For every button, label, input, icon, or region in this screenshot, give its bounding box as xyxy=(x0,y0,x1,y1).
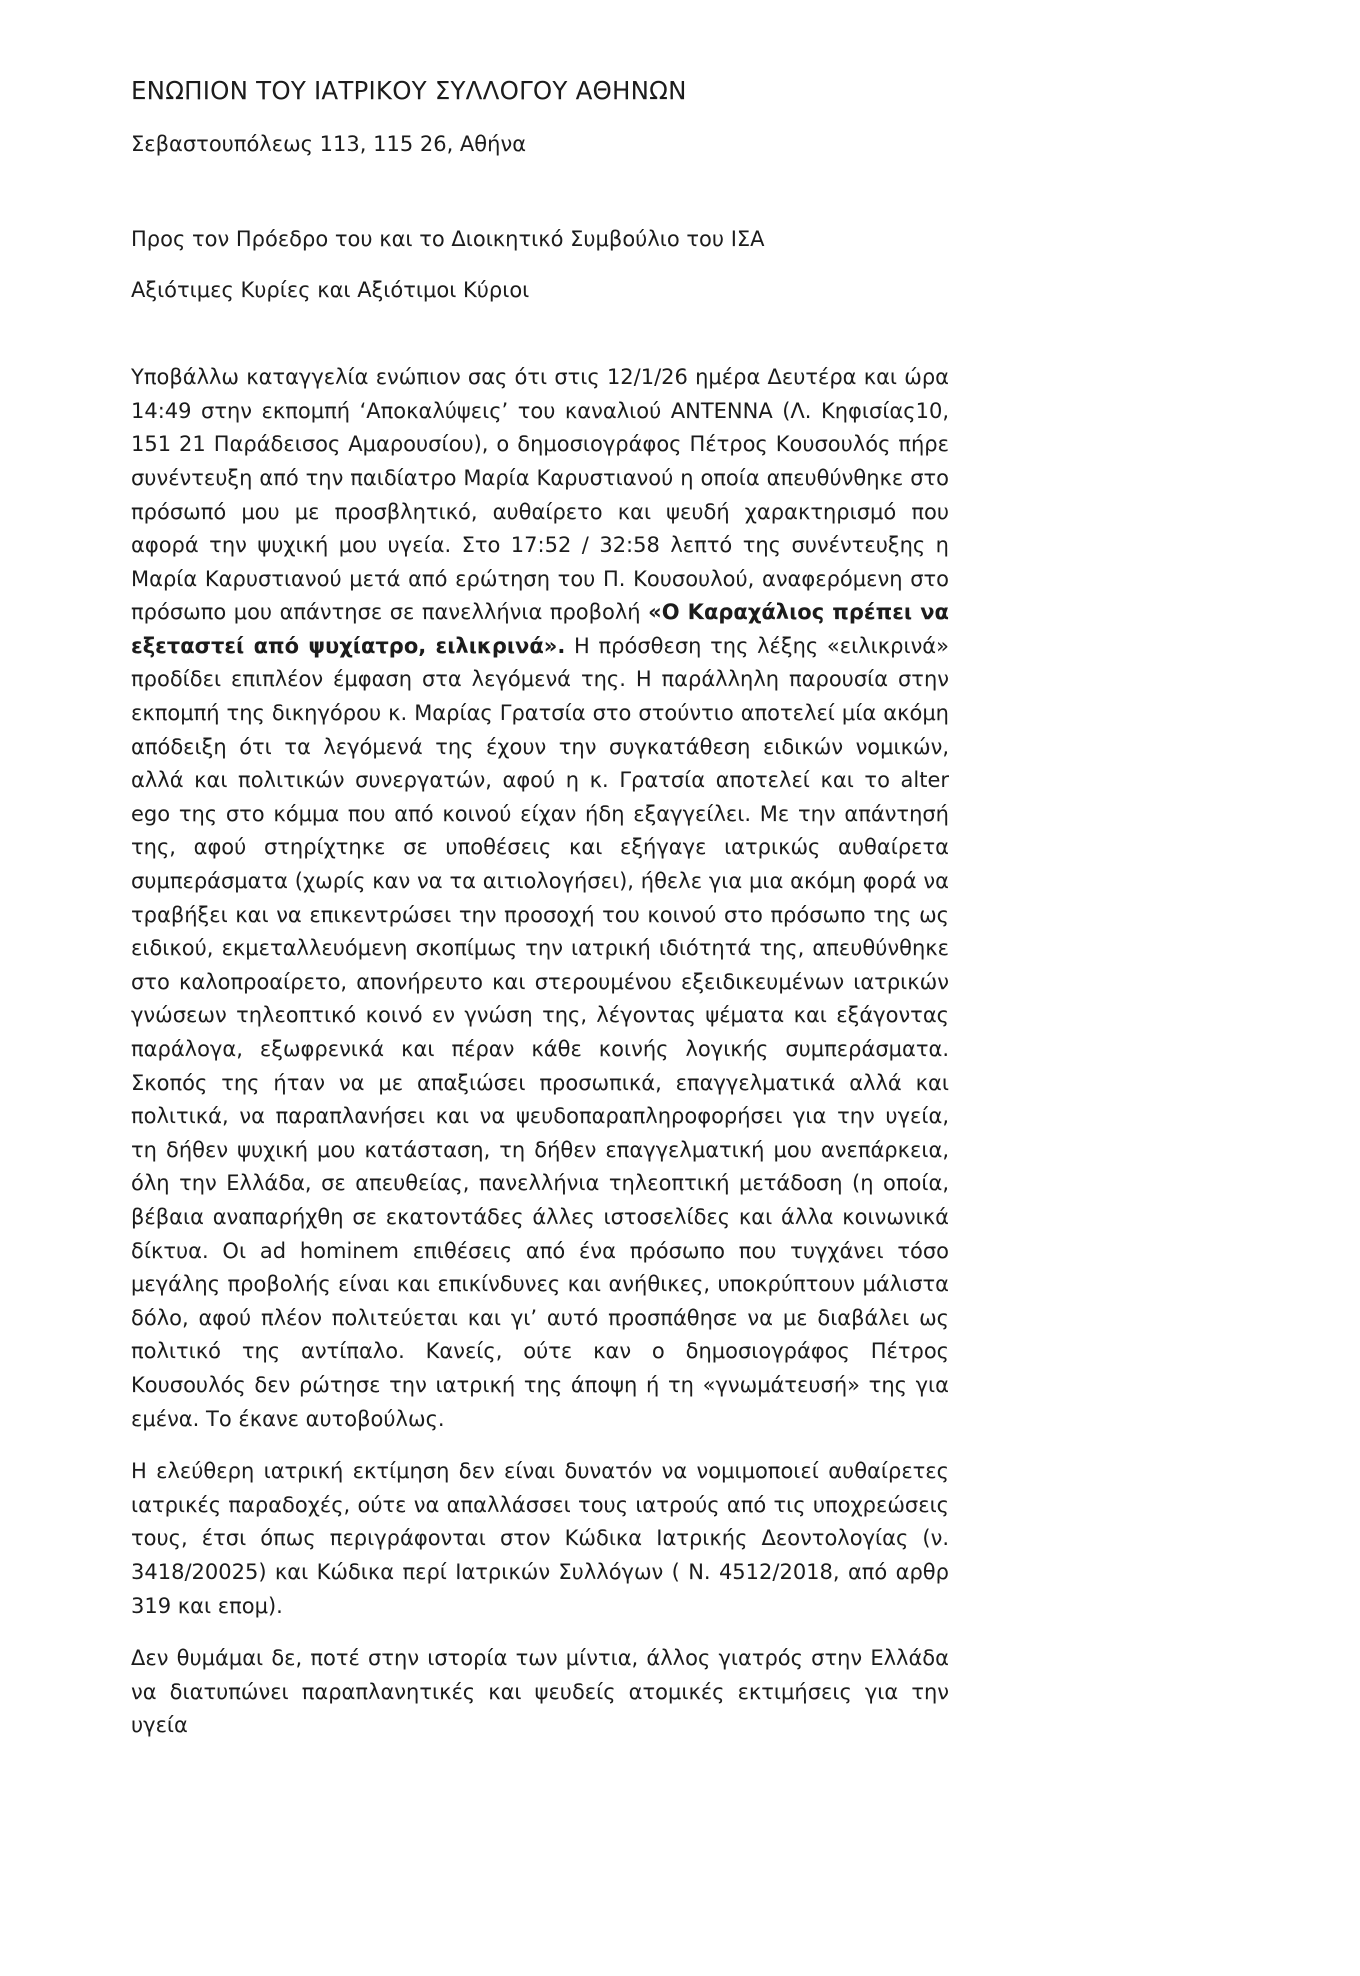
body-paragraph-3: Δεν θυμάμαι δε, ποτέ στην ιστορία των μίντια, άλλος γιατρός στην Ελλάδα να διατυπώνει παραπλανητικές και ψευδείς ατομικές εκτιμήσεις για την υγεία xyxy=(131,1646,949,1738)
recipient-address: Σεβαστουπόλεως 113, 115 26, Αθήνα xyxy=(131,132,527,157)
page-title: ΕΝΩΠΙΟΝ ΤΟΥ ΙΑΤΡΙΚΟΥ ΣΥΛΛΟΓΟΥ ΑΘΗΝΩΝ xyxy=(131,76,687,105)
paragraph-1-text-before-quote: Υποβάλλω καταγγελία ενώπιον σας ότι στις 12/1/26 ημέρα Δευτέρα και ώρα 14:49 στην εκπομπή ‘Αποκαλύψεις’ του καναλιού ΑΝΤΕΝΝΑ (Λ. Κηφισίας10, 151 21 Παράδεισος Αμαρουσίου), ο δημοσιογράφος Πέτρος Κουσουλός πήρε συνέντευξη από την παιδίατρο Μαρία Καρυστιανού η οποία απευθύνθηκε στο πρόσωπό μου με προσβλητικό, αυθαίρετο και ψευδή χαρακτηρισμό που αφορά την ψυχική μου υγεία. Στο 17:52 / 32:58 λεπτό της συνέντευξης η Μαρία Καρυστιανού μετά από ερώτηση του Π. Κουσουλού, αναφερόμενη στο πρόσωπο μου απάντησε σε πανελλήνια προβολή xyxy=(131,365,949,625)
document-sheet xyxy=(131,0,949,1743)
recipient-line: Προς τον Πρόεδρο του και το Διοικητικό Συμβούλιο του ΙΣΑ xyxy=(131,226,765,251)
paragraph-1-bold-quote: «Ο Καραχάλιος πρέπει να εξεταστεί από ψυχίατρο, ειλικρινά». xyxy=(131,600,949,658)
paragraph-1-text-after-quote: Η πρόσθεση της λέξης «ειλικρινά» προδίδει επιπλέον έμφαση στα λεγόμενά της. Η παράλληλη παρουσία στην εκπομπή της δικηγόρου κ. Μαρίας Γρατσία στο στούντιο αποτελεί μία ακόμη απόδειξη ότι τα λεγόμενά της έχουν την συγκατάθεση ειδικών νομικών, αλλά και πολιτικών συνεργατών, αφού η κ. Γρατσία αποτελεί και το alter ego της στο κόμμα που από κοινού είχαν ήδη εξαγγείλει. Με την απάντησή της, αφού στηρίχτηκε σε υποθέσεις και εξήγαγε ιατρικώς αυθαίρετα συμπεράσματα (χωρίς καν να τα αιτιολογήσει), ήθελε για μια ακόμη φορά να τραβήξει και να επικεντρώσει την προσοχή του κοινού στο πρόσωπο της ως ειδικού, εκμεταλλευόμενη σκοπίμως την ιατρική ιδιότητά της, απευθύνθηκε στο καλοπροαίρετο, απονήρευτο και στερουμένου εξειδικευμένων ιατρικών γνώσεων τηλεοπτικό κοινό εν γνώση της, λέγοντας ψέματα και εξάγοντας παράλογα, εξωφρενικά και πέραν κάθε κοινής λογικής συμπεράσματα. Σκοπός της ήταν να με απαξιώσει προσωπικά, επαγγελματικά αλλά και πολιτικά, να παραπλανήσει και να ψευδοπαραπληροφορήσει για την υγεία, τη δήθεν ψυχική μου κατάσταση, τη δήθεν επαγγελματική μου ανεπάρκεια, όλη την Ελλάδα, σε απευθείας, πανελλήνια τηλεοπτική μετάδοση (η οποία, βέβαια αναπαρήχθη σε εκατοντάδες άλλες ιστοσελίδες και άλλα κοινωνικά δίκτυα. Οι ad hominem επιθέσεις από ένα πρόσωπο που τυγχάνει τόσο μεγάλης προβολής είναι και επικίνδυνες και ανήθικες, υποκρύπτουν μάλιστα δόλο, αφού πλέον πολιτεύεται και γι’ αυτό προσπάθησε να με διαβάλει ως πολιτικό της αντίπαλο. Κανείς, ούτε καν ο δημοσιογράφος Πέτρος Κουσουλός δεν ρώτησε την ιατρική της άποψη ή τη «γνωμάτευσή» της για εμένα. Το έκανε αυτοβούλως. xyxy=(131,633,950,1431)
salutation-line: Αξιότιμες Κυρίες και Αξιότιμοι Κύριοι xyxy=(131,277,530,302)
body-paragraph-2: Η ελεύθερη ιατρική εκτίμηση δεν είναι δυνατόν να νομιμοποιεί αυθαίρετες ιατρικές παραδοχές, ούτε να απαλλάσσει τους ιατρούς από τις υποχρεώσεις τους, έτσι όπως περιγράφονται στον Κώδικα Ιατρικής Δεοντολογίας (ν. 3418/20025) και Κώδικα περί Ιατρικών Συλλόγων ( Ν. 4512/2018, από αρθρ 319 και επομ). xyxy=(131,1459,949,1618)
body-paragraph-1 xyxy=(131,361,949,1436)
document-body xyxy=(131,303,949,1743)
